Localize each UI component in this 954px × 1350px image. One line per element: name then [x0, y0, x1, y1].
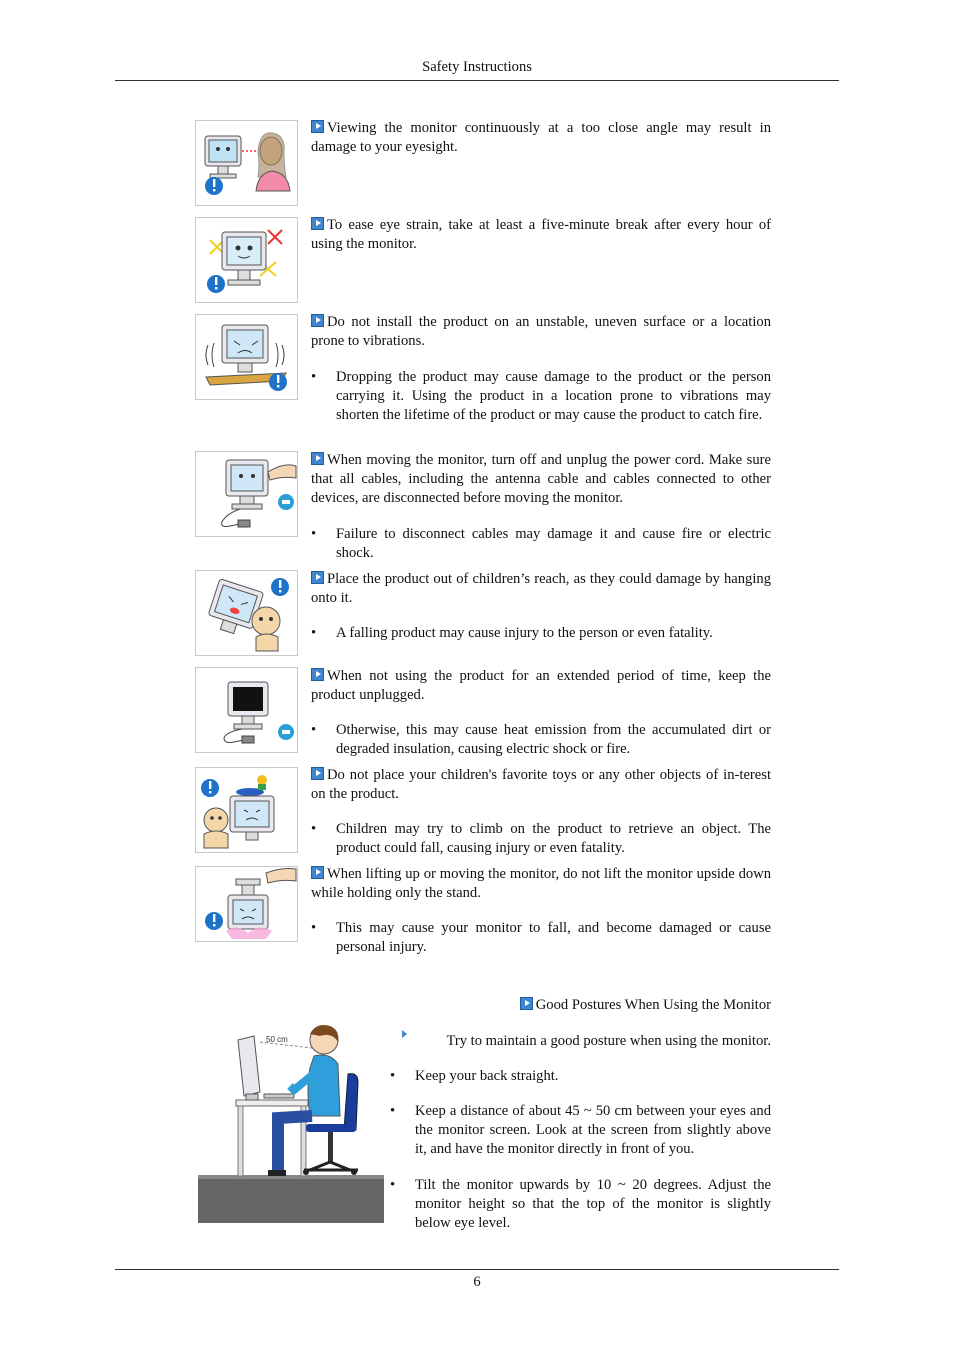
- bullet-item: • Failure to disconnect cables may damage it and cause fire or electric shock.: [311, 525, 771, 563]
- illustration-close-viewing: [195, 120, 298, 206]
- blue-arrow-icon: [311, 452, 324, 465]
- blue-arrow-icon: [311, 866, 324, 879]
- blue-arrow-icon: [520, 997, 533, 1010]
- illustration-good-posture: [198, 1020, 384, 1223]
- posture-intro-text: Try to maintain a good posture when using the monitor.: [446, 1033, 771, 1049]
- safety-item-6: [311, 667, 771, 759]
- bullet-item: • Keep your back straight.: [390, 1067, 771, 1086]
- illustration-eye-strain-break: [195, 217, 298, 303]
- bullet-item: • A falling product may cause injury to the person or even fatality.: [311, 624, 771, 643]
- bullet-item: • This may cause your monitor to fall, and become damaged or cause personal injury.: [311, 919, 771, 957]
- posture-title-text: Good Postures When Using the Monitor: [535, 997, 771, 1013]
- page-header-title: Safety Instructions: [422, 59, 532, 75]
- bullet-item: • Children may try to climb on the product to retrieve an object. The product could fall, causing injury or even fatality.: [311, 820, 771, 858]
- illustration-unplug-unused: [195, 667, 298, 753]
- page-number: 6: [473, 1274, 481, 1290]
- bullet-item: • Keep a distance of about 45 ~ 50 cm between your eyes and the monitor screen. Look at the screen from slightly above it, and have the monitor directly in front of you.: [390, 1102, 771, 1159]
- item-text: Do not place your children's favorite toys or any other objects of in-terest on the product.: [311, 767, 771, 802]
- illustration-unplug-before-moving: [195, 451, 298, 537]
- item-text: Viewing the monitor continuously at a too close angle may result in damage to your eyesight.: [311, 120, 771, 155]
- item-text: When moving the monitor, turn off and unplug the power cord. Make sure that all cables, including the antenna cable and cables connected to other devices, are disconnected before moving the monitor.: [311, 452, 771, 506]
- posture-intro: [390, 1032, 771, 1051]
- item-text: To ease eye strain, take at least a five-minute break after every hour of using the monitor.: [311, 217, 771, 252]
- safety-item-1: [311, 119, 771, 157]
- safety-item-5: [311, 570, 771, 643]
- illustration-lift-by-stand: [195, 866, 298, 942]
- blue-arrow-icon: [311, 120, 324, 133]
- blue-arrow-icon: [311, 314, 324, 327]
- illustration-unstable-surface: [195, 314, 298, 400]
- safety-item-7: [311, 766, 771, 858]
- distance-label: 50 cm: [266, 1035, 288, 1044]
- item-text: When lifting up or moving the monitor, do not lift the monitor upside down while holding only the stand.: [311, 866, 771, 901]
- item-text: When not using the product for an extended period of time, keep the product unplugged.: [311, 668, 771, 703]
- illustration-children-reach: [195, 570, 298, 656]
- bullet-item: • Dropping the product may cause damage to the product or the person carrying it. Using the product in a location prone to vibrations may shorten the lifetime of the product or may cause the product to catch fire.: [311, 368, 771, 425]
- blue-arrow-icon: [311, 217, 324, 230]
- bullet-item: • Otherwise, this may cause heat emission from the accumulated dirt or degraded insulation, causing electric shock or fire.: [311, 721, 771, 759]
- posture-bullet-3: [390, 1176, 771, 1233]
- safety-item-4: [311, 451, 771, 563]
- illustration-toys-on-product: [195, 767, 298, 853]
- posture-section-title: [311, 996, 771, 1015]
- blue-arrow-icon: [311, 767, 324, 780]
- header-rule: [115, 80, 839, 81]
- item-text: Do not install the product on an unstable, uneven surface or a location prone to vibrations.: [311, 314, 771, 349]
- posture-bullet-1: [390, 1067, 771, 1086]
- footer-rule: [115, 1269, 839, 1270]
- safety-item-3: [311, 313, 771, 425]
- item-text: Place the product out of children’s reach, as they could damage by hanging onto it.: [311, 571, 771, 606]
- blue-arrow-icon: [311, 668, 324, 681]
- bullet-item: • Tilt the monitor upwards by 10 ~ 20 degrees. Adjust the monitor height so that the top of the monitor is slightly below eye level.: [390, 1176, 771, 1233]
- blue-arrow-icon: [311, 571, 324, 584]
- posture-bullet-2: [390, 1102, 771, 1159]
- safety-item-8: [311, 865, 771, 957]
- safety-item-2: [311, 216, 771, 254]
